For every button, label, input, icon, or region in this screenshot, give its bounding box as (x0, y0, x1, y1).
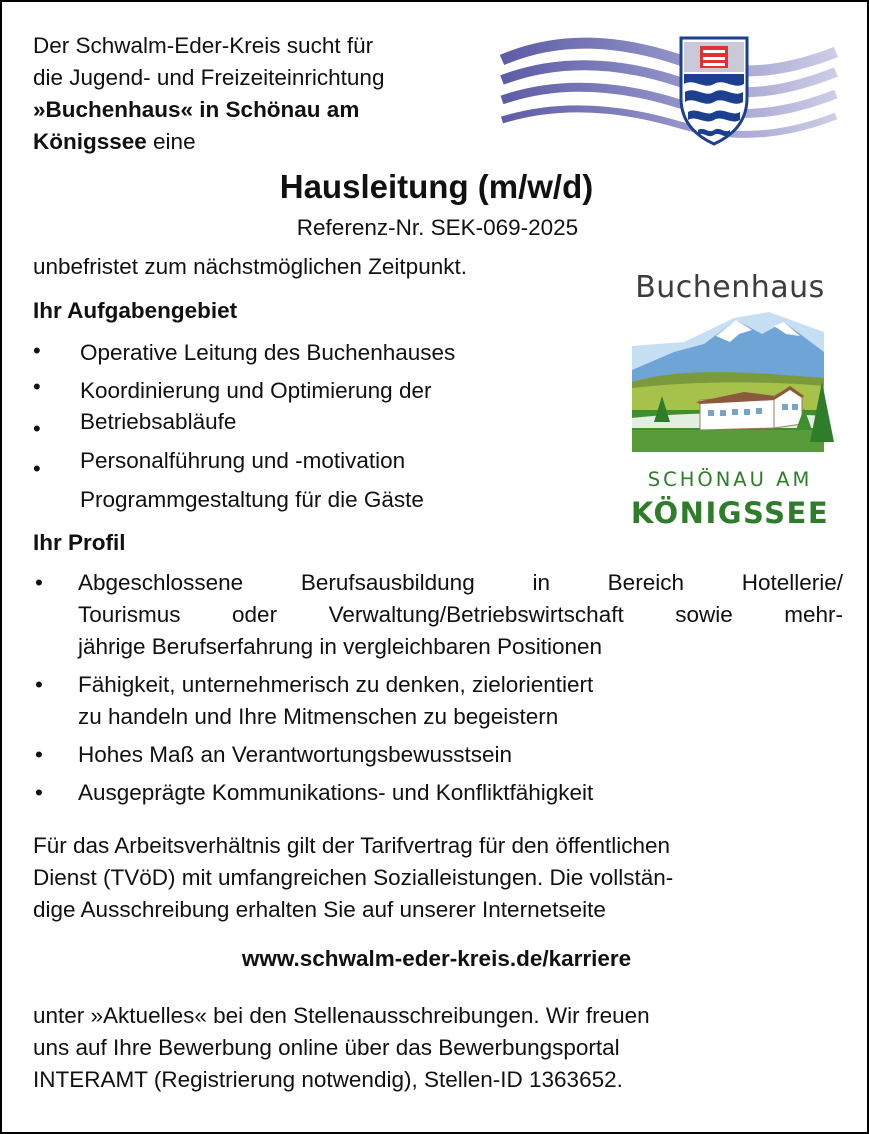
bullet-icon: • (33, 456, 41, 481)
start-date-text: unbefristet zum nächstmöglichen Zeitpunkt. (33, 254, 467, 279)
closing-line: uns auf Ihre Bewerbung online über das Bewerbungsportal (33, 1035, 620, 1060)
profile-item (33, 567, 843, 663)
tariff-line: Dienst (TVöD) mit umfangreichen Sozialleistungen. Die vollstän- (33, 865, 674, 890)
tariff-line: dige Ausschreibung erhalten Sie auf unserer Internetseite (33, 897, 606, 922)
task-line: Koordinierung und Optimierung der (80, 378, 432, 403)
bullet-icon: • (33, 416, 41, 441)
profile-list (33, 567, 843, 809)
profile-item-line: Tourismus oder Verwaltung/Betriebswirtschaft sowie mehr- (78, 602, 843, 627)
intro-line-1: Der Schwalm-Eder-Kreis sucht für (33, 33, 374, 58)
closing-paragraph (33, 1000, 839, 1096)
bullet-icon: • (33, 374, 41, 399)
closing-line: INTERAMT (Registrierung notwendig), Stellen-ID 1363652. (33, 1067, 623, 1092)
profile-item-line: Ausgeprägte Kommunikations- und Konfliktfähigkeit (78, 780, 594, 805)
closing-line: unter »Aktuelles« bei den Stellenausschreibungen. Wir freuen (33, 1003, 650, 1028)
buchenhaus-logo-title: Buchenhaus (635, 270, 825, 305)
career-url-link[interactable]: www.schwalm-eder-kreis.de/karriere (241, 946, 632, 971)
profile-item (33, 777, 843, 809)
bullet-icon: • (35, 570, 43, 595)
bullet-icon: • (35, 742, 43, 767)
kreis-waves-icon (500, 30, 838, 148)
profile-item-line: zu handeln und Ihre Mitmenschen zu begeistern (78, 704, 559, 729)
task-line: Operative Leitung des Buchenhauses (80, 340, 456, 365)
profile-item-line: Fähigkeit, unternehmerisch zu denken, zielorientiert (78, 672, 594, 697)
coat-of-arms-icon (681, 38, 747, 144)
bullet-icon: • (35, 672, 43, 697)
intro-line-4-rest: eine (146, 129, 196, 154)
bullet-icon: • (33, 338, 41, 363)
bullet-icon: • (35, 780, 43, 805)
schwalm-eder-kreis-logo (500, 30, 838, 148)
intro-location: Königssee (33, 129, 147, 154)
task-line: Personalführung und -motivation (80, 448, 406, 473)
buchenhaus-logo-sub2: KÖNIGSSEE (630, 496, 830, 530)
profile-item (33, 739, 843, 771)
reference-number (2, 215, 869, 241)
tariff-line: Für das Arbeitsverhältnis gilt der Tarifvertrag für den öffentlichen (33, 833, 670, 858)
landscape-icon (624, 312, 836, 462)
intro-line-3: »Buchenhaus« in Schönau am (33, 97, 360, 122)
tasks-heading: Ihr Aufgabengebiet (33, 298, 238, 323)
profile-item-line: Abgeschlossene Berufsausbildung in Bereich Hotellerie/ (78, 570, 843, 595)
profile-item-line: jährige Berufserfahrung in vergleichbaren Positionen (78, 634, 603, 659)
reference-text: Referenz-Nr. SEK-069-2025 (296, 215, 579, 240)
intro-text (33, 30, 493, 158)
profile-item (33, 669, 843, 733)
task-line: Betriebsabläufe (80, 409, 237, 434)
intro-line-4 (33, 126, 493, 158)
profile-item-line: Hohes Maß an Verantwortungsbewusstsein (78, 742, 512, 767)
profile-heading: Ihr Profil (33, 530, 126, 555)
buchenhaus-logo-sub1: SCHÖNAU AM (647, 468, 813, 491)
job-title: Hausleitung (m/w/d) (279, 168, 594, 205)
tariff-paragraph (33, 830, 839, 926)
task-line: Programmgestaltung für die Gäste (80, 487, 424, 512)
intro-line-2: die Jugend- und Freizeiteinrichtung (33, 65, 385, 90)
buchenhaus-logo (624, 270, 836, 532)
